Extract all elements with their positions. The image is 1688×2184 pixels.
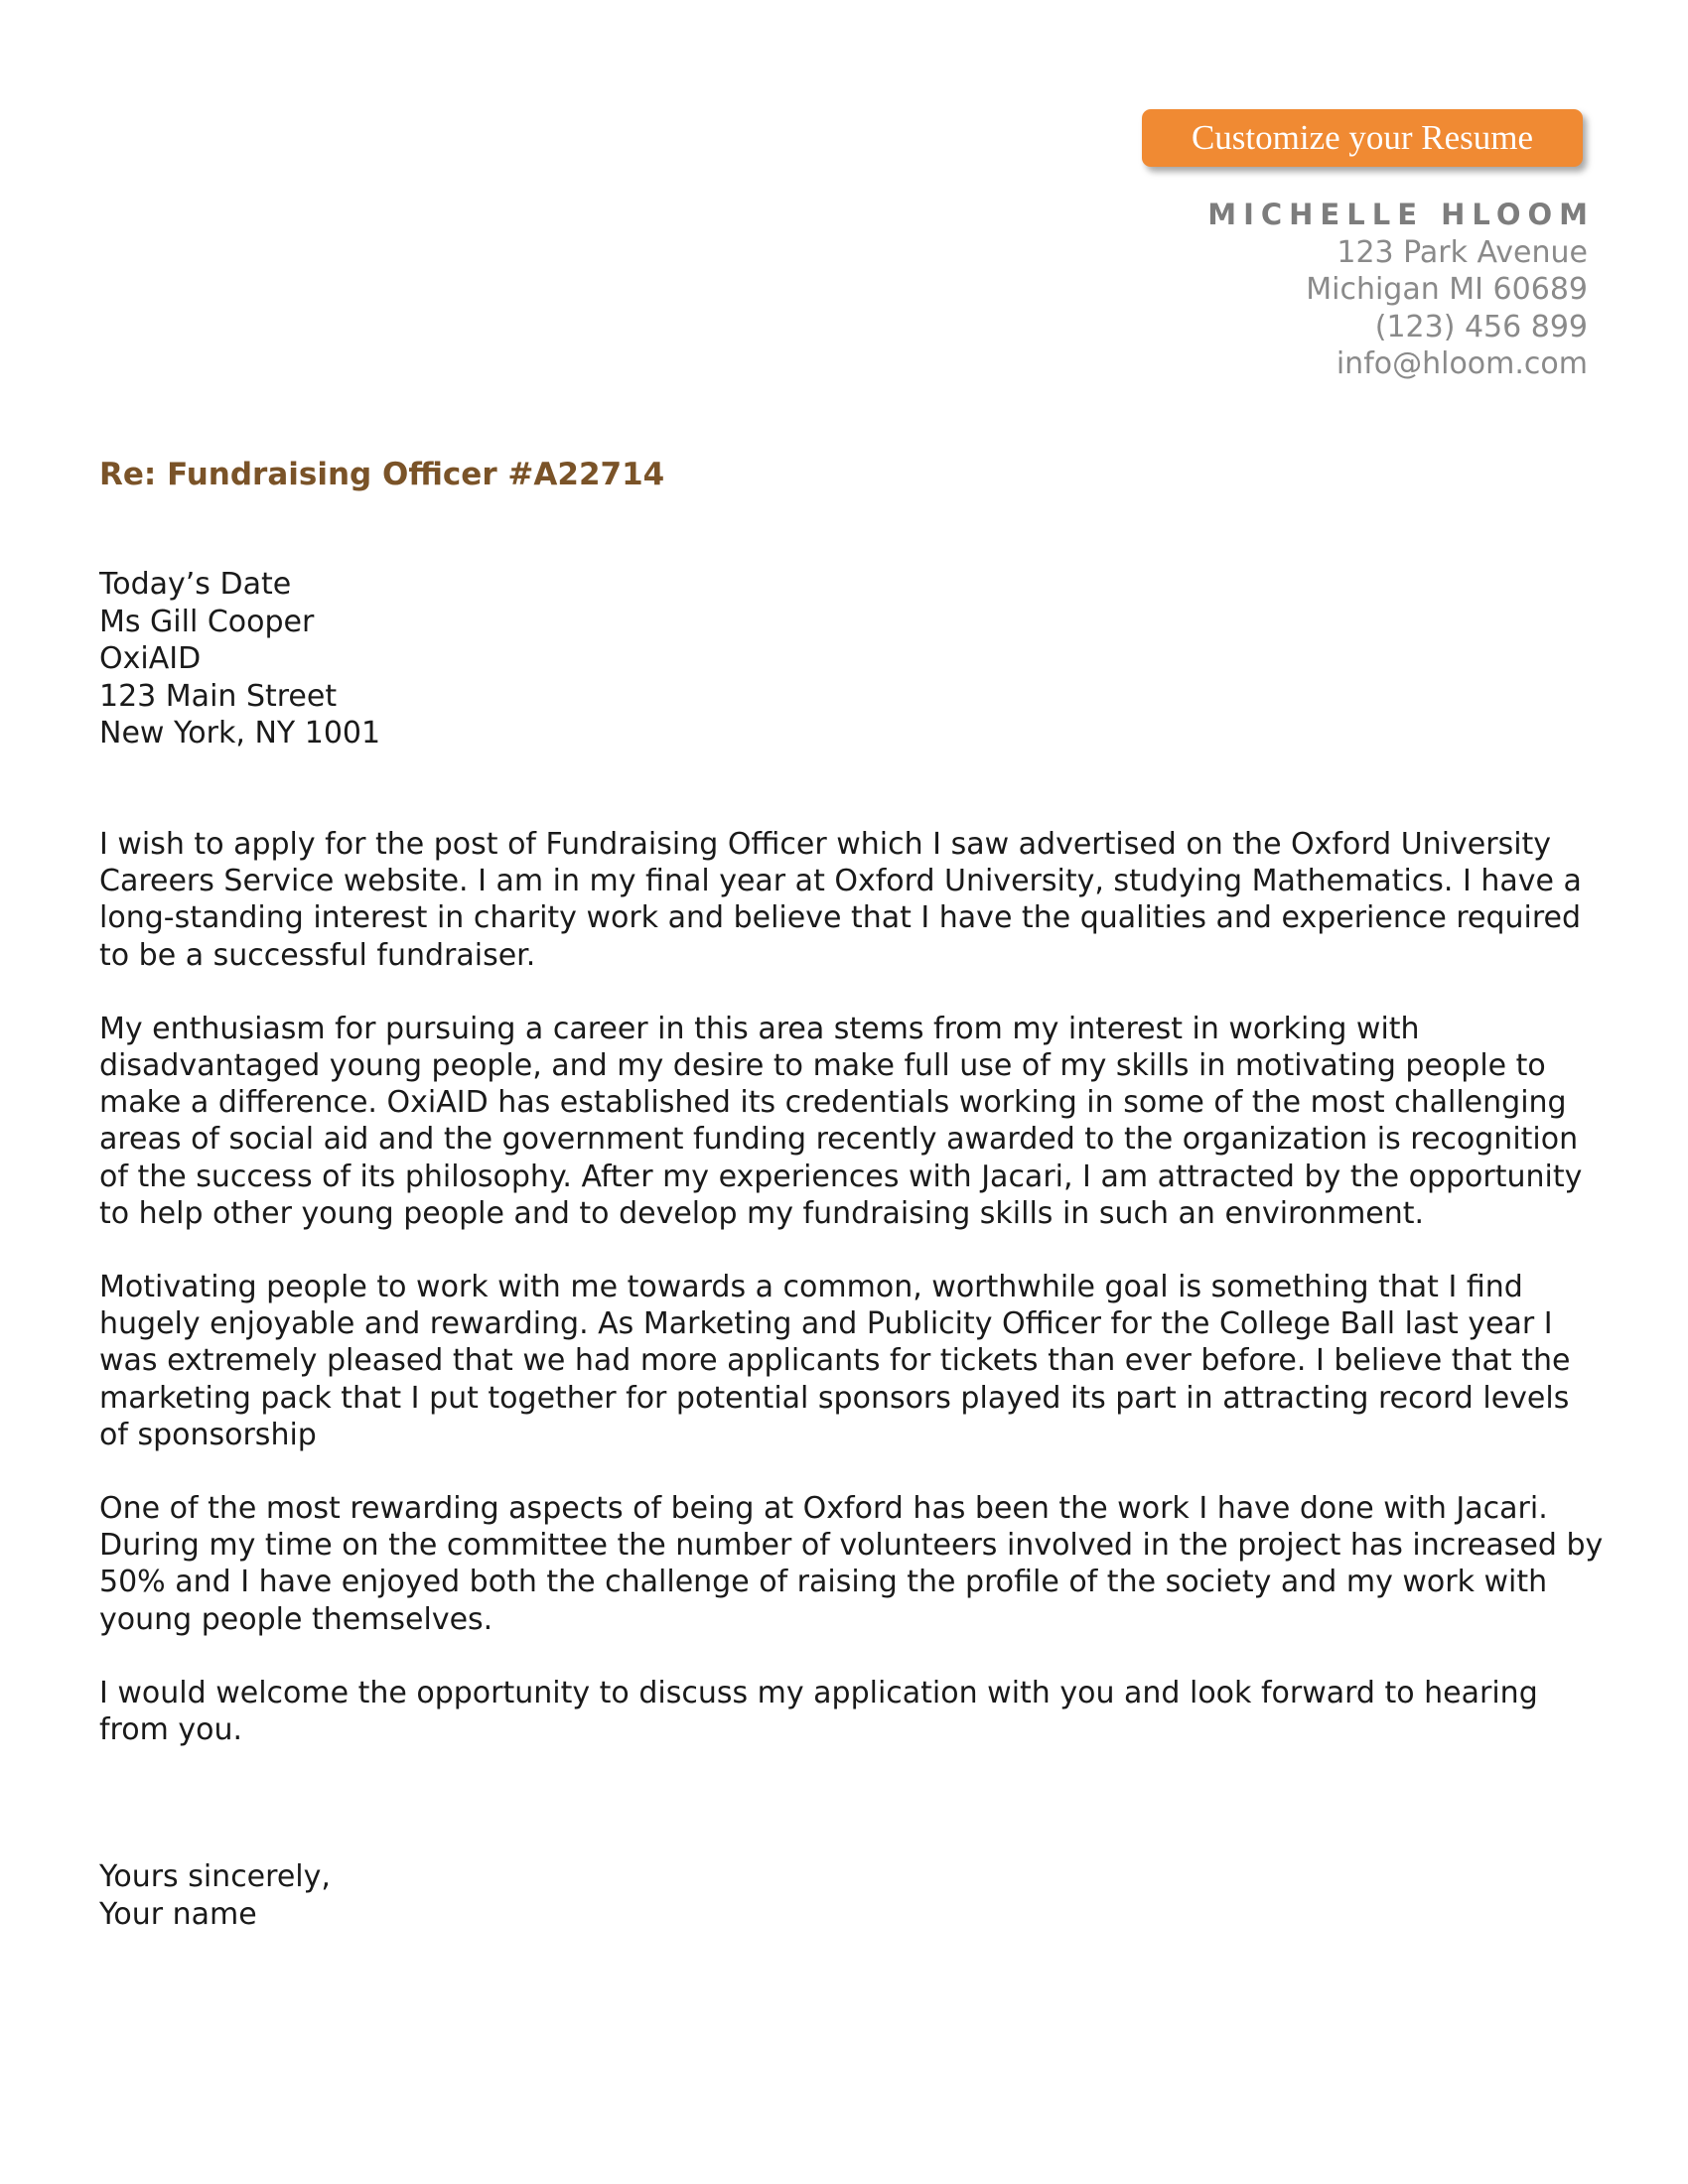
sender-street: 123 Park Avenue: [1336, 234, 1588, 270]
body-paragraph-2: My enthusiasm for pursuing a career in this area stems from my interest in working with disadvantaged young people, and my desire to make full use of my skills in motivating people to make a difference. OxiAID has established its credentials working in some of the most challenging areas of social aid and the government funding recently awarded to the organization is recognition of the success of its philosophy. After my experiences with Jacari, I am attracted by the opportunity to help other young people and to develop my fundraising skills in such an environment.: [99, 1011, 1583, 1231]
sender-block: [1207, 197, 1595, 383]
sender-name: MICHELLE HLOOM: [1207, 198, 1595, 231]
recipient-name: Ms Gill Cooper: [99, 604, 315, 639]
recipient-block: [99, 566, 380, 752]
sender-city: Michigan MI 60689: [1306, 272, 1588, 307]
recipient-company: OxiAID: [99, 641, 202, 676]
letter-body: [99, 826, 1604, 1785]
closing-signature: Your name: [99, 1896, 257, 1932]
subject-line: Re: Fundraising Officer #A22714: [99, 457, 665, 492]
body-paragraph-1: I wish to apply for the post of Fundraising Officer which I saw advertised on the Oxford University Careers Service website. I am in my final year at Oxford University, studying Mathematics. I have a long-standing interest in charity work and believe that I have the qualities and experience required to be a successful fundraiser.: [99, 827, 1582, 973]
sender-phone: (123) 456 899: [1374, 309, 1588, 344]
closing-salutation: Yours sincerely,: [99, 1859, 331, 1894]
closing-block: [99, 1858, 331, 1933]
body-paragraph-4: One of the most rewarding aspects of being at Oxford has been the work I have done with Jacari. During my time on the committee the number of volunteers involved in the project has increased by 50% and I have enjoyed both the challenge of raising the profile of the society and my work with young people themselves.: [99, 1491, 1604, 1637]
body-paragraph-3: Motivating people to work with me towards a common, worthwhile goal is something that I find hugely enjoyable and rewarding. As Marketing and Publicity Officer for the College Ball last year I was extremely pleased that we had more applicants for tickets than ever before. I believe that the marketing pack that I put together for potential sponsors played its part in attracting record levels of sponsorship: [99, 1270, 1571, 1452]
customize-resume-button[interactable]: Customize your Resume: [1142, 109, 1583, 167]
letter-date: Today’s Date: [99, 567, 292, 602]
recipient-city: New York, NY 1001: [99, 716, 381, 751]
body-paragraph-5: I would welcome the opportunity to discuss my application with you and look forward to hearing from you.: [99, 1675, 1538, 1748]
recipient-street: 123 Main Street: [99, 678, 338, 714]
sender-email: info@hloom.com: [1336, 346, 1588, 381]
